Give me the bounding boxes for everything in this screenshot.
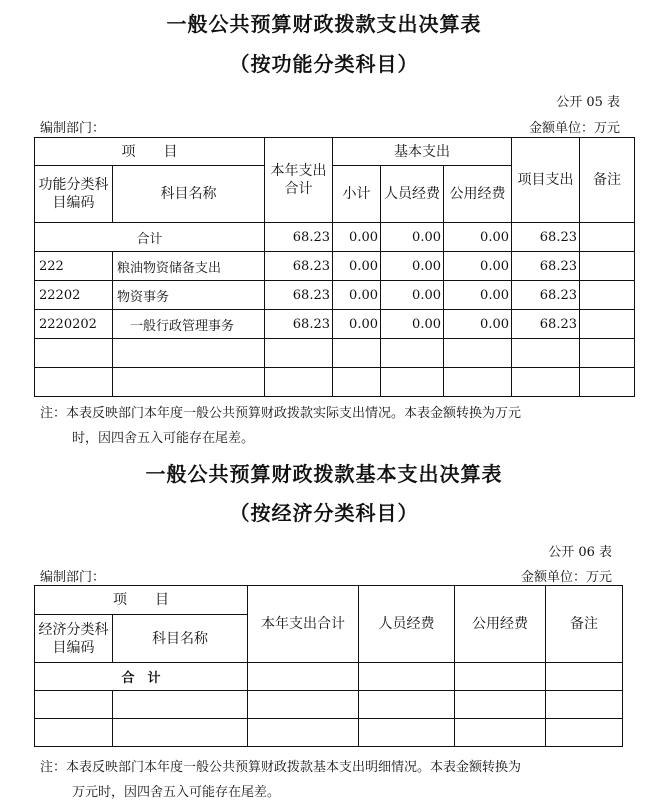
row-code: 222: [35, 252, 113, 281]
table2: [34, 585, 623, 747]
header-basic: 基本支出: [333, 138, 512, 166]
row-project-expense: 68.23: [512, 281, 580, 310]
table1-dept-label: 编制部门：: [40, 121, 106, 136]
header-total: 本年支出合计: [265, 138, 333, 223]
header-project: 项 目: [35, 586, 248, 615]
total-project-expense: 68.23: [512, 223, 580, 252]
row-remark: [580, 252, 635, 281]
total-subtotal: 0.00: [333, 223, 381, 252]
row-personnel: 0.00: [381, 310, 444, 339]
header-public: 公用经费: [444, 166, 512, 223]
empty-row: [35, 368, 635, 397]
row-subtotal: 0.00: [333, 252, 381, 281]
header-personnel: 人员经费: [359, 586, 455, 663]
table2-unit-label: 金额单位：万元: [520, 570, 612, 585]
row-total: 68.23: [265, 310, 333, 339]
header-project-expense: 项目支出: [512, 138, 580, 223]
header-total: 本年支出合计: [248, 586, 359, 663]
header-subtotal: 小计: [333, 166, 381, 223]
row-total: 68.23: [265, 252, 333, 281]
row-code: 2220202: [35, 310, 113, 339]
header-personnel: 人员经费: [381, 166, 444, 223]
row-name: 粮油物资储备支出: [113, 252, 265, 281]
total-remark: [580, 223, 635, 252]
total-label: 合计: [35, 223, 265, 252]
header-func-code: 功能分类科目编码: [35, 166, 113, 223]
empty-row: [35, 719, 623, 747]
total-label: 合 计: [35, 663, 248, 691]
empty-row: [35, 339, 635, 368]
row-subtotal: 0.00: [333, 281, 381, 310]
table1-form-number: 公开 05 表: [556, 95, 620, 110]
total-row: [35, 663, 623, 691]
row-public: 0.00: [444, 281, 512, 310]
row-personnel: 0.00: [381, 281, 444, 310]
total-public: 0.00: [444, 223, 512, 252]
table-row: [35, 310, 635, 339]
row-code: 22202: [35, 281, 113, 310]
row-name: 一般行政管理事务: [113, 310, 265, 339]
table2-subtitle: （按经济分类科目）: [229, 501, 419, 525]
row-project-expense: 68.23: [512, 310, 580, 339]
table2-dept-label: 编制部门：: [40, 570, 106, 585]
empty-row: [35, 691, 623, 719]
total-personnel: 0.00: [381, 223, 444, 252]
total-value: 68.23: [265, 223, 333, 252]
table2-note-line2: 万元时，因四舍五入可能存在尾差。: [72, 785, 281, 800]
row-total: 68.23: [265, 281, 333, 310]
table2-title: 一般公共预算财政拨款基本支出决算表: [145, 462, 503, 486]
table1-unit-label: 金额单位：万元: [528, 121, 620, 136]
header-remark: 备注: [546, 586, 623, 663]
table2-note-line1: 注：本表反映部门本年度一般公共预算财政拨款基本支出明细情况。本表金额转换为: [40, 760, 522, 775]
table2-form-number: 公开 06 表: [548, 545, 612, 560]
header-project: 项 目: [35, 138, 265, 166]
table1-note-line2: 时，因四舍五入可能存在尾差。: [72, 431, 255, 446]
row-remark: [580, 310, 635, 339]
header-remark: 备注: [580, 138, 635, 223]
table1: [34, 137, 635, 397]
row-project-expense: 68.23: [512, 252, 580, 281]
row-subtotal: 0.00: [333, 310, 381, 339]
row-remark: [580, 281, 635, 310]
table1-subtitle: （按功能分类科目）: [229, 52, 419, 76]
header-subject-name: 科目名称: [113, 615, 248, 663]
table-row: [35, 252, 635, 281]
table1-note-line1: 注：本表反映部门本年度一般公共预算财政拨款实际支出情况。本表金额转换为万元: [40, 406, 522, 421]
total-row: [35, 223, 635, 252]
row-name: 物资事务: [113, 281, 265, 310]
row-public: 0.00: [444, 252, 512, 281]
table1-title: 一般公共预算财政拨款支出决算表: [166, 12, 482, 36]
row-personnel: 0.00: [381, 252, 444, 281]
table-row: [35, 281, 635, 310]
header-econ-code: 经济分类科目编码: [35, 615, 113, 663]
header-subject-name: 科目名称: [113, 166, 265, 223]
row-public: 0.00: [444, 310, 512, 339]
header-public: 公用经费: [455, 586, 546, 663]
